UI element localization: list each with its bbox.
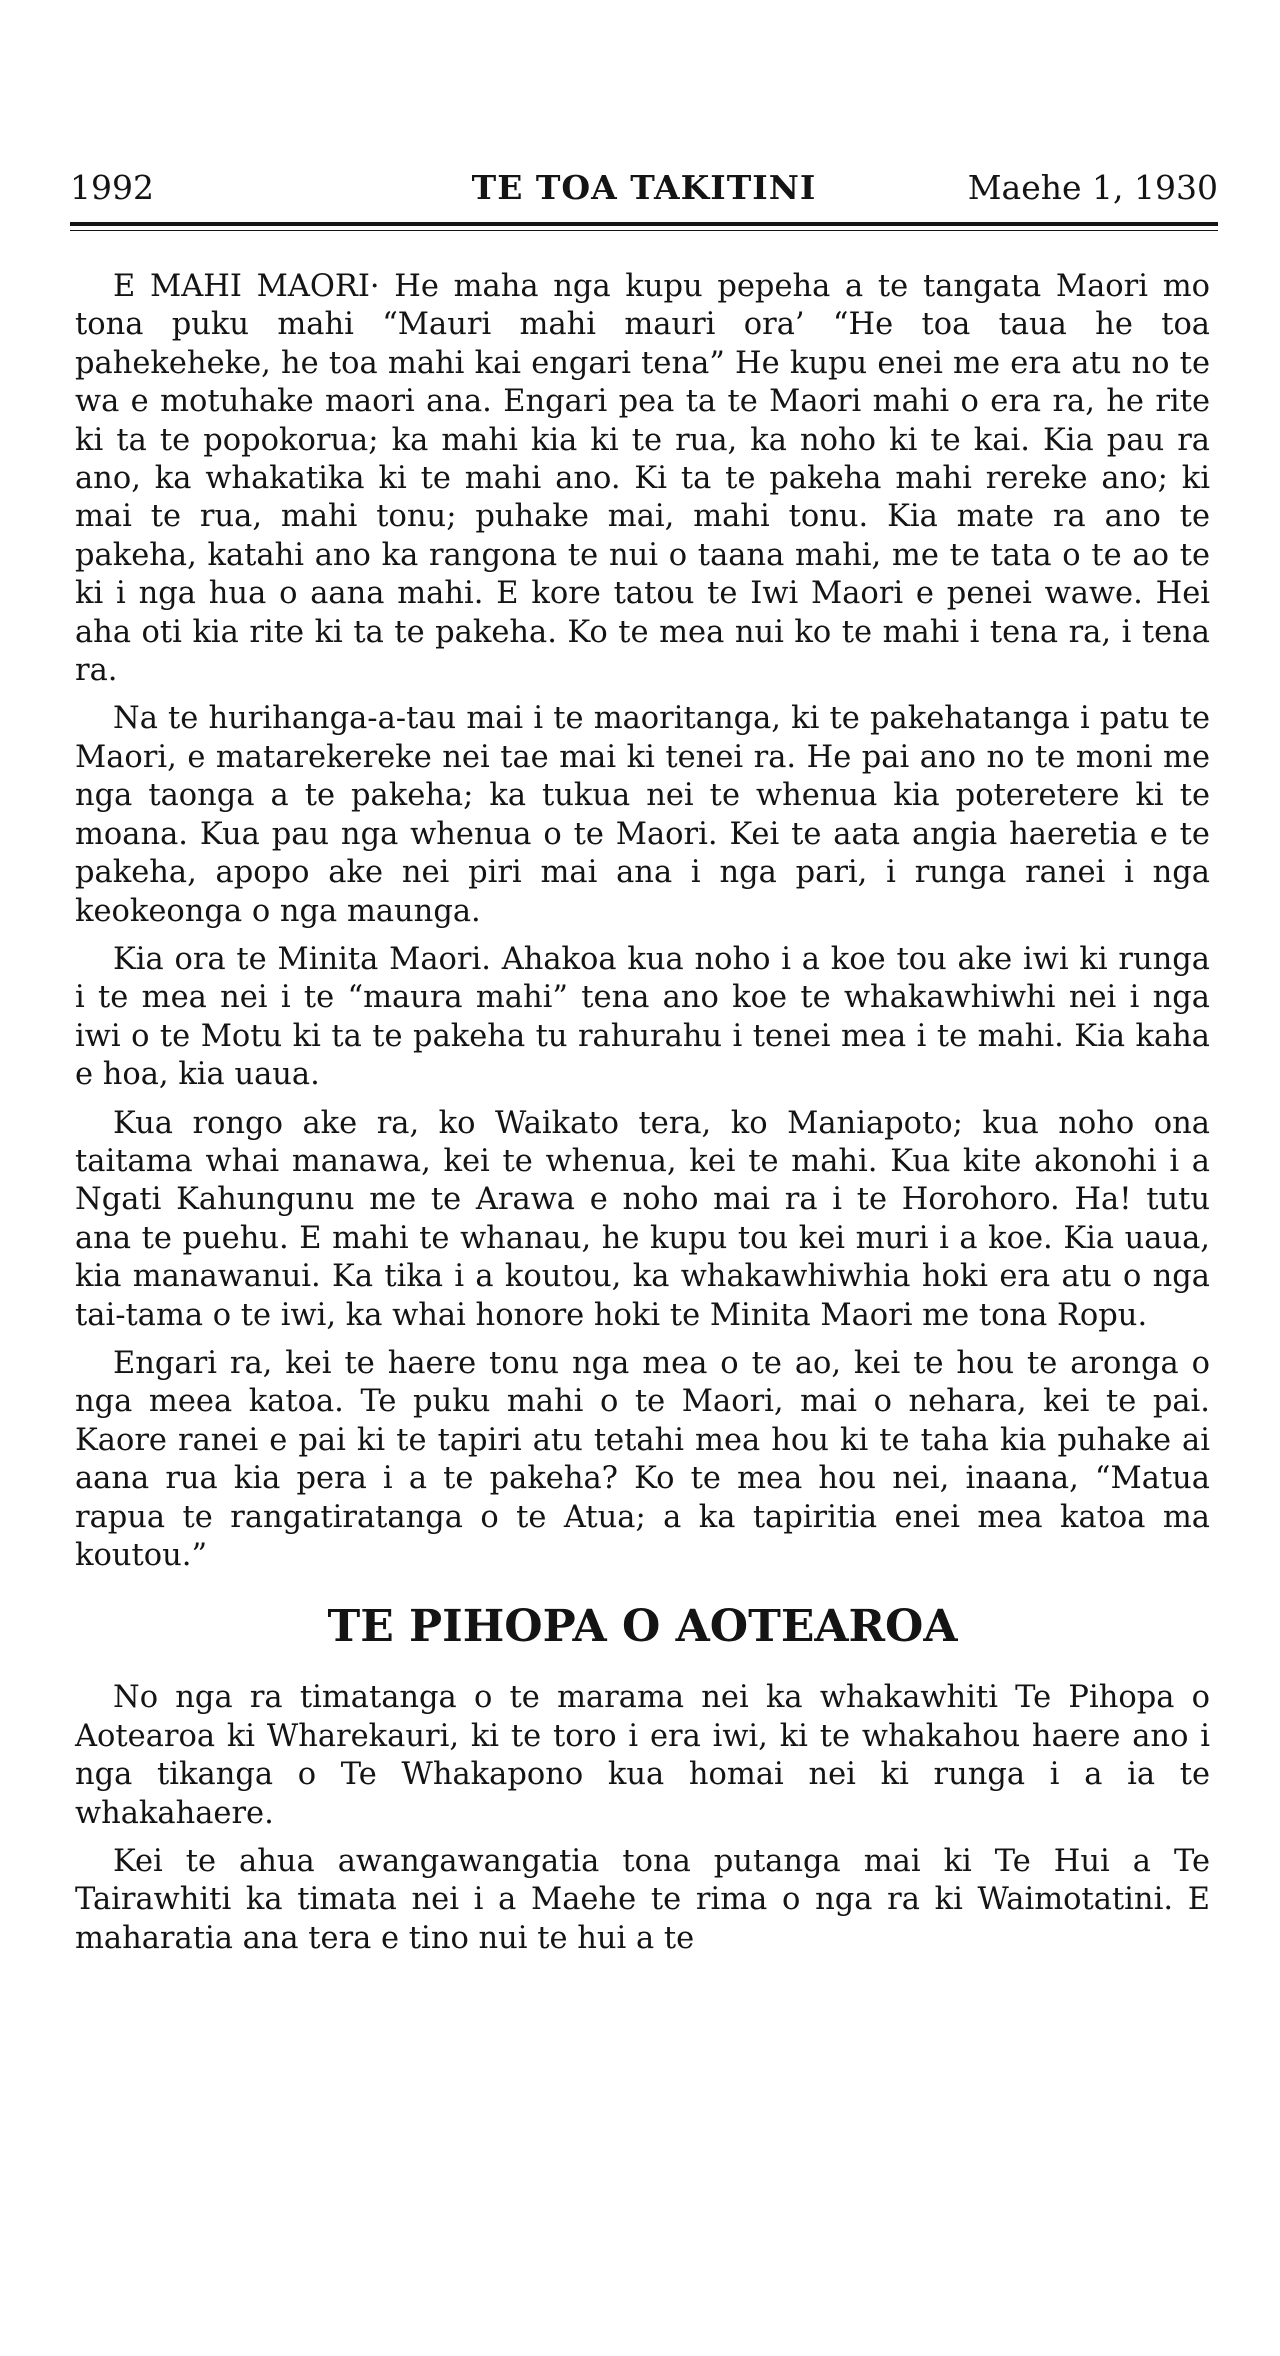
header-rule-thick: [70, 222, 1218, 226]
body-paragraph: Kua rongo ake ra, ko Waikato tera, ko Maniapoto; kua noho ona taitama whai manawa, kei te whenua, kei te mahi. Kua kite akonohi i a Ngati Kahungunu me te Arawa e noho mai ra i te Horohoro. Ha! tutu ana te puehu. E mahi te whanau, he kupu tou kei muri i a koe. Kia uaua, kia manawanui. Ka tika i a koutou, ka whakawhiwhia hoki era atu o nga tai-tama o te iwi, ka whai honore hoki te Minita Maori me tona Ropu.: [75, 1105, 1210, 1333]
body-paragraph: No nga ra timatanga o te marama nei ka whakawhiti Te Pihopa o Aotearoa ki Wharekauri, ki te toro i era iwi, ki te whakahou haere ano i nga tikanga o Te Whakapono kua homai nei ki runga i a ia te whakahaere.: [75, 1680, 1210, 1831]
page-number: 1992: [70, 168, 154, 207]
body-paragraph: Kei te ahua awangawangatia tona putanga mai ki Te Hui a Te Tairawhiti ka timata nei i a Maehe te rima o nga ra ki Waimotatini. E maharatia ana tera e tino nui te hui a te: [75, 1844, 1210, 1956]
running-header: [70, 168, 1218, 218]
section-heading: TE PIHOPA O AOTEAROA: [327, 1601, 958, 1653]
page-body: [75, 268, 1210, 1968]
body-paragraph: Na te hurihanga-a-tau mai i te maoritanga, ki te pakehatanga i patu te Maori, e matarekereke nei tae mai ki tenei ra. He pai ano no te moni me nga taonga a te pakeha; ka tukua nei te whenua kia poteretere ki te moana. Kua pau nga whenua o te Maori. Kei te aata angia haeretia e te pakeha, apopo ake nei piri mai ana i nga pari, i runga ranei i nga keokeonga o nga maunga.: [75, 701, 1210, 929]
body-paragraph: E MAHI MAORI· He maha nga kupu pepeha a te tangata Maori mo tona puku mahi “Mauri mahi mauri ora’ “He toa taua he toa pahekeheke, he toa mahi kai engari tena” He kupu enei me era atu no te wa e motuhake maori ana. Engari pea ta te Maori mahi o era ra, he rite ki ta te popokorua; ka mahi kia ki te rua, ka noho ki te kai. Kia pau ra ano, ka whakatika ki te mahi ano. Ki ta te pakeha mahi rereke ano; ki mai te rua, mahi tonu; puhake mai, mahi tonu. Kia mate ra ano te pakeha, katahi ano ka rangona te nui o taana mahi, me te tata o te ao te ki i nga hua o aana mahi. E kore tatou te Iwi Maori e penei wawe. Hei aha oti kia rite ki ta te pakeha. Ko te mea nui ko te mahi i tena ra, i tena ra.: [75, 269, 1210, 689]
body-paragraph: Kia ora te Minita Maori. Ahakoa kua noho i a koe tou ake iwi ki runga i te mea nei i te “maura mahi” tena ano koe te whakawhiwhi nei i nga iwi o te Motu ki ta te pakeha tu rahurahu i tenei mea i te mahi. Kia kaha e hoa, kia uaua.: [75, 941, 1210, 1093]
issue-date: Maehe 1, 1930: [967, 168, 1218, 207]
publication-title: TE TOA TAKITINI: [471, 168, 817, 207]
header-rule-thin: [70, 230, 1218, 231]
body-paragraph: Engari ra, kei te haere tonu nga mea o te ao, kei te hou te aronga o nga meea katoa. Te puku mahi o te Maori, mai o nehara, kei te pai. Kaore ranei e pai ki te tapiri atu tetahi mea hou ki te taha kia puhake ai aana rua kia pera i a te pakeha? Ko te mea hou nei, inaana, “Matua rapua te rangatiratanga o te Atua; a ka tapiritia enei mea katoa ma koutou.”: [75, 1345, 1210, 1573]
